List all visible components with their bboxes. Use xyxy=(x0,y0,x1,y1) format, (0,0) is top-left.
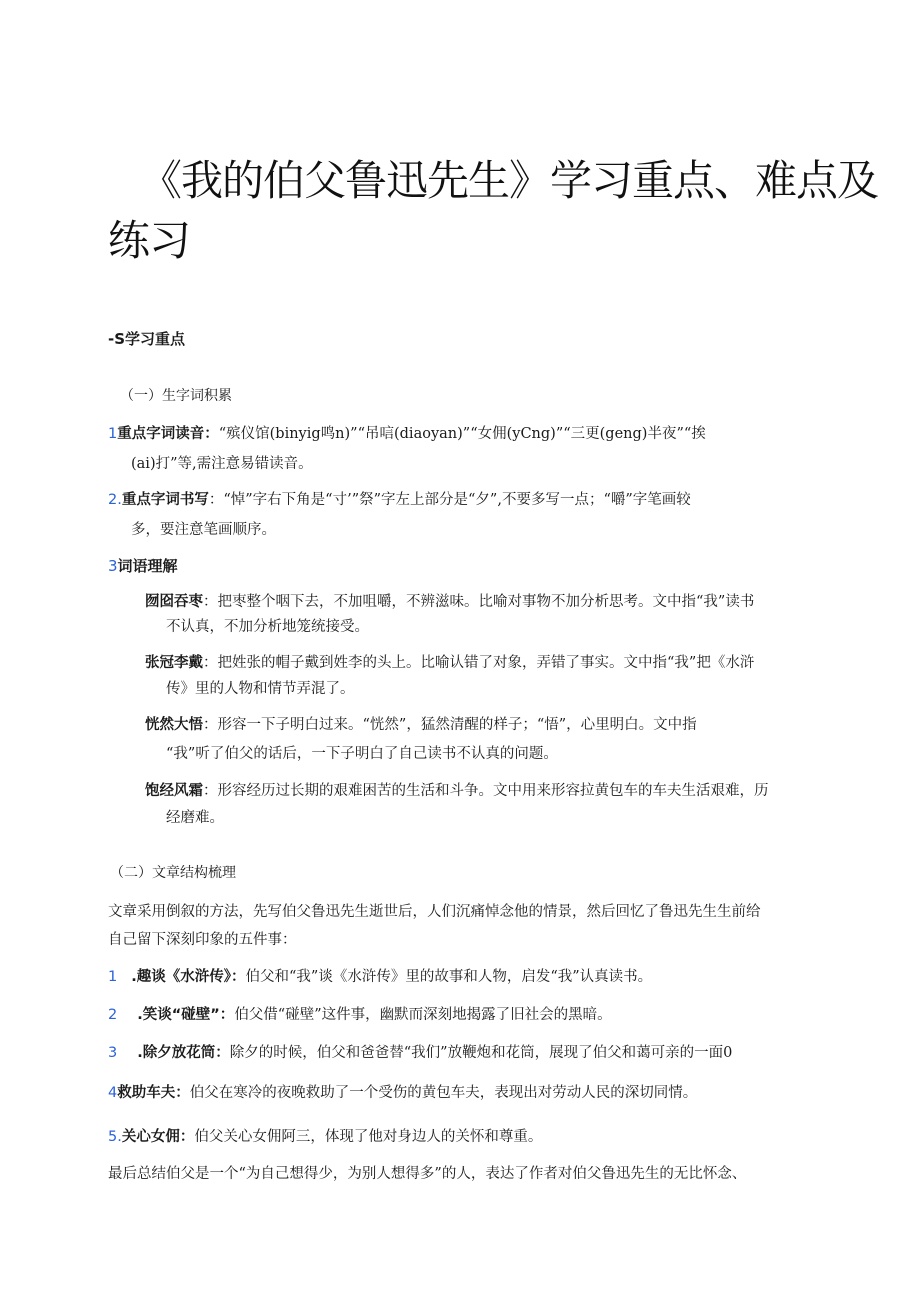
event-text: 伯父关心女佣阿三，体现了他对身边人的关怀和尊重。 xyxy=(194,1129,543,1145)
word-definition: ：把姓张的帽子戴到姓李的头上。比喻认错了对象，弄错了事实。文中指“我”把《水浒 xyxy=(203,655,755,671)
event-item xyxy=(108,965,652,986)
subheading-structure: （二）文章结构梳理 xyxy=(110,865,236,881)
word-definition: ：形容经历过长期的艰难困苦的生活和斗争。文中用来形容拉黄包车的车夫生活艰难，历 xyxy=(203,783,769,799)
word-entry-line-1 xyxy=(145,713,697,734)
event-number: 3 xyxy=(108,1045,118,1061)
event-text: 伯父在寒冷的夜晚救助了一个受伤的黄包车夫，表现出对劳动人民的深切同情。 xyxy=(189,1085,698,1101)
event-text: 除夕的时候，伯父和爸爸替“我们”放鞭炮和花筒，展现了伯父和蔼可亲的一面0 xyxy=(229,1045,733,1061)
section-heading-key-points: -S学习重点 xyxy=(108,330,186,348)
item-number: 3 xyxy=(108,557,118,575)
word-definition: ：形容一下子明白过来。“恍然”，猛然清醒的样子；“悟”，心里明白。文中指 xyxy=(203,717,697,733)
item-number: 2. xyxy=(108,492,122,508)
word-entry-line-2: 经磨难。 xyxy=(166,810,224,826)
item-text: “殡仪馆(binyig鸣n)”“吊唁(diaoyan)”“女佣(yCng)”“三更(geng)半夜”“挨 xyxy=(218,426,706,442)
word-entry-line-1 xyxy=(145,590,754,611)
word-entry-line-1 xyxy=(145,651,754,672)
item-pronunciation-line-1 xyxy=(108,422,706,443)
event-label: 救助车夫： xyxy=(117,1085,190,1101)
event-number: 2 xyxy=(108,1007,118,1023)
word-entry-line-2: 不认真，不加分析地笼统接受。 xyxy=(166,619,369,635)
structure-intro-line-2: 自己留下深刻印象的五件事： xyxy=(108,932,297,948)
item-number: 1 xyxy=(108,426,118,442)
item-text: ：“悼”字右下角是“寸’”祭”字左上部分是“夕”,不要多写一点；“嚼”字笔画较 xyxy=(208,492,691,508)
event-item xyxy=(108,1125,542,1146)
item-writing-line-1 xyxy=(108,488,691,509)
subheading-vocabulary: （一）生字词积累 xyxy=(120,388,232,404)
event-label: .除夕放花筒： xyxy=(137,1045,230,1061)
event-label: .笑谈“碰壁”： xyxy=(137,1007,235,1023)
item-pronunciation-line-2: (ai)打”等,需注意易错读音。 xyxy=(131,456,313,472)
word-term: 饱经风霜 xyxy=(145,783,203,799)
structure-conclusion: 最后总结伯父是一个“为自己想得少，为别人想得多”的人，表达了作者对伯父鲁迅先生的无比怀念、 xyxy=(108,1166,747,1182)
event-item xyxy=(108,1041,732,1062)
event-item xyxy=(108,1081,697,1102)
event-label: .趣谈《水浒传》： xyxy=(131,969,246,985)
event-number: 5. xyxy=(108,1129,122,1145)
item-label: 词语理解 xyxy=(117,557,178,575)
word-definition: ：把枣整个咽下去，不加咀嚼，不辨滋味。比喻对事物不加分析思考。文中指“我”读书 xyxy=(203,594,755,610)
event-number: 1 xyxy=(108,969,118,985)
page-title-line-2: 练习 xyxy=(108,216,191,265)
event-number: 4 xyxy=(108,1085,118,1101)
item-label: 重点字词读音： xyxy=(117,426,219,442)
word-term: 张冠李戴 xyxy=(145,655,203,671)
word-term: 囫囵吞枣 xyxy=(145,594,203,610)
event-text: 伯父和“我”谈《水浒传》里的故事和人物，启发“我”认真读书。 xyxy=(245,969,653,985)
event-item xyxy=(108,1003,612,1024)
item-label: 重点字词书写 xyxy=(121,492,209,508)
item-writing-line-2: 多，要注意笔画顺序。 xyxy=(131,522,276,538)
word-entry-line-1 xyxy=(145,779,769,800)
event-text: 伯父借“碰壁”这件事，幽默而深刻地揭露了旧社会的黑暗。 xyxy=(234,1007,612,1023)
word-entry-line-2: “我”听了伯父的话后，一下子明白了自己读书不认真的问题。 xyxy=(166,746,558,762)
word-entry-line-2: 传》里的人物和情节弄混了。 xyxy=(166,681,355,697)
event-label: 关心女佣： xyxy=(121,1129,195,1145)
structure-intro-line-1: 文章采用倒叙的方法，先写伯父鲁迅先生逝世后，人们沉痛悼念他的情景，然后回忆了鲁迅先生生前给 xyxy=(108,904,761,920)
item-word-meaning-heading xyxy=(108,555,178,576)
page-title-line-1: 《我的伯父鲁迅先生》学习重点、难点及 xyxy=(140,156,879,205)
word-term: 恍然大悟 xyxy=(145,717,203,733)
